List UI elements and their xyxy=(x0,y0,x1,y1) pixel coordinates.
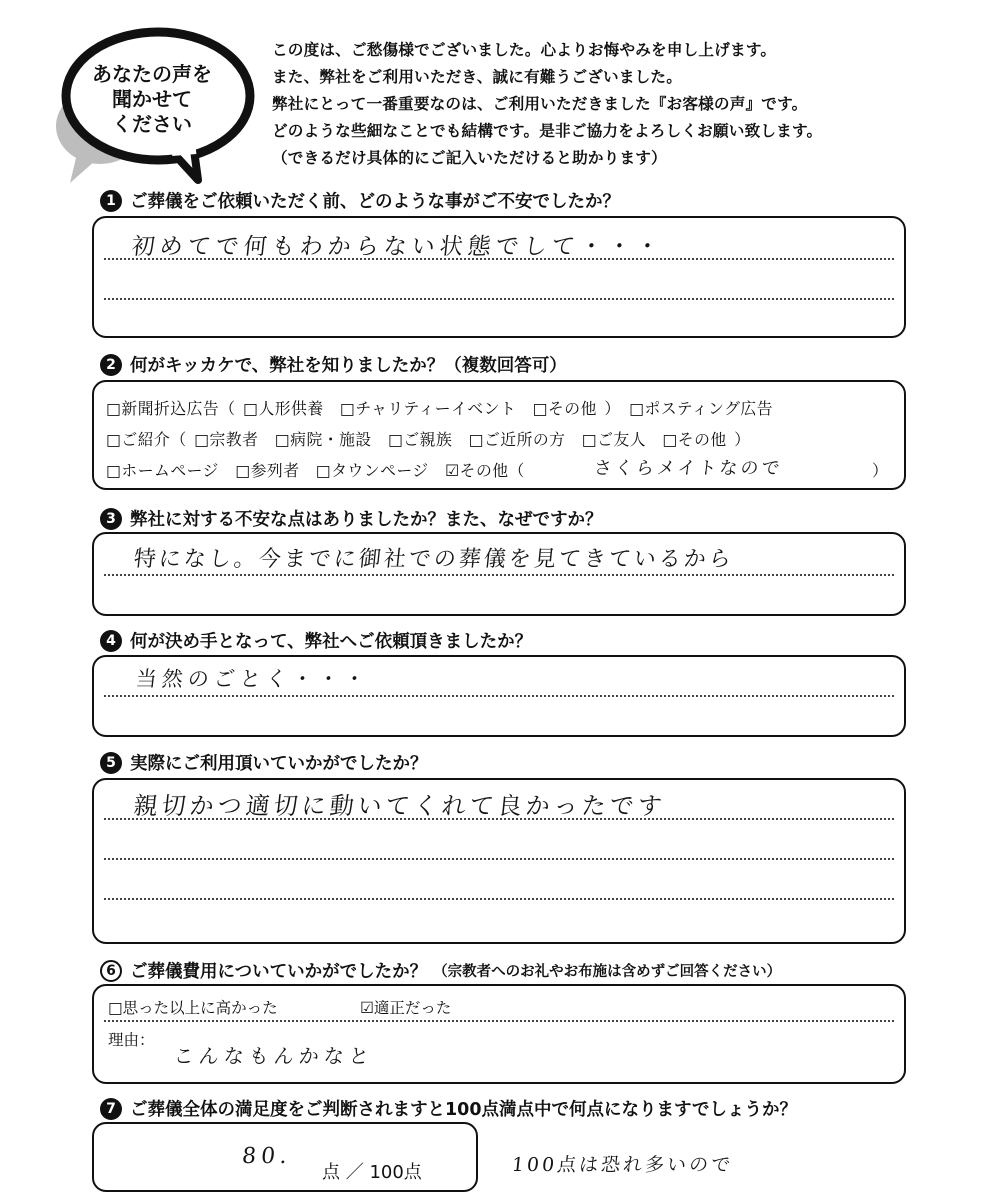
handwritten-score-comment: 100点は恐れ多いので xyxy=(510,1154,735,1176)
score-unit: 点 ／ 100点 xyxy=(322,1162,422,1183)
question-7-heading xyxy=(100,1096,797,1121)
handwritten-answer: 当然のごとく・・・ xyxy=(134,667,372,691)
question-5-heading xyxy=(100,750,428,775)
question-2-heading xyxy=(100,352,567,377)
question-number-badge: 4 xyxy=(100,630,122,652)
intro-line: どのような些細なことでも結構です。是非ご協力をよろしくお願い致します。 xyxy=(272,122,823,140)
score-box[interactable] xyxy=(92,1122,478,1192)
question-4-answer-box[interactable] xyxy=(92,655,906,737)
answer-line xyxy=(104,1020,894,1022)
handwritten-reason: こんなもんかなと xyxy=(172,1044,376,1068)
option-too-expensive[interactable]: □思った以上に高かった xyxy=(108,999,278,1017)
checkbox-option-row[interactable]: □ご紹介（ □宗教者 □病院・施設 □ご親族 □ご近所の方 □ご友人 □その他 ） xyxy=(106,430,751,449)
bubble-title xyxy=(72,62,232,137)
close-paren: ） xyxy=(872,461,889,480)
question-1-answer-box[interactable] xyxy=(92,216,906,338)
question-note: （宗教者へのお礼やお布施は含めずご回答ください） xyxy=(433,964,782,980)
handwritten-answer: 親切かつ適切に動いてくれて良かったです xyxy=(132,792,668,820)
question-text: 何が決め手となって、弊社へご依頼頂きましたか？ xyxy=(130,632,533,652)
question-number-badge: 6 xyxy=(100,960,122,982)
question-4-heading xyxy=(100,628,532,653)
question-6-heading xyxy=(100,958,781,983)
question-3-answer-box[interactable] xyxy=(92,532,906,616)
answer-line xyxy=(104,858,894,860)
intro-line: この度は、ご愁傷様でございました。心よりお悔やみを申し上げます。 xyxy=(272,41,777,59)
reason-label: 理由： xyxy=(108,1031,155,1049)
intro-line: （できるだけ具体的にご記入いただけると助かります） xyxy=(272,149,667,167)
bubble-line: 聞かせて xyxy=(112,87,192,111)
question-number-badge: 5 xyxy=(100,752,122,774)
answer-line xyxy=(104,898,894,900)
bubble-line: ください xyxy=(112,112,192,136)
question-5-answer-box[interactable] xyxy=(92,778,906,944)
answer-line xyxy=(104,574,894,576)
question-number-badge: 7 xyxy=(100,1098,122,1120)
question-text: 弊社に対する不安な点はありましたか？また、なぜですか？ xyxy=(130,510,603,530)
option-appropriate[interactable]: ☑適正だった xyxy=(360,999,452,1017)
question-1-heading xyxy=(100,188,620,213)
checkbox-option-row[interactable]: □ホームページ □参列者 □タウンページ ☑その他（ xyxy=(106,461,525,480)
answer-line xyxy=(104,695,894,697)
question-text: ご葬儀費用についていかがでしたか？ xyxy=(130,962,428,982)
handwritten-answer: 初めてで何もわからない状態でして・・・ xyxy=(130,234,666,260)
handwritten-other-answer: さくらメイトなので xyxy=(592,458,784,479)
question-text: 実際にご利用頂いていかがでしたか？ xyxy=(130,754,428,774)
answer-line xyxy=(104,298,894,300)
question-2-options-box[interactable] xyxy=(92,380,906,490)
question-number-badge: 2 xyxy=(100,354,122,376)
bubble-line: あなたの声を xyxy=(92,62,212,86)
intro-line: また、弊社をご利用いただき、誠に有難うございました。 xyxy=(272,68,683,86)
intro-line: 弊社にとって一番重要なのは、ご利用いただきました『お客様の声』です。 xyxy=(272,95,808,113)
handwritten-score: 80. xyxy=(240,1144,294,1169)
question-number-badge: 1 xyxy=(100,190,122,212)
question-text: ご葬儀全体の満足度をご判断されますと100点満点中で何点になりますでしょうか？ xyxy=(130,1100,798,1120)
checkbox-option-row[interactable]: □新聞折込広告（ □人形供養 □チャリティーイベント □その他 ） □ポスティング広告 xyxy=(106,399,774,418)
question-3-heading xyxy=(100,506,603,531)
question-text: 何がキッカケで、弊社を知りましたか？（複数回答可） xyxy=(130,356,567,376)
handwritten-answer: 特になし。今までに御社での葬儀を見てきているから xyxy=(132,547,736,572)
question-number-badge: 3 xyxy=(100,508,122,530)
question-6-answer-box[interactable] xyxy=(92,984,906,1084)
question-text: ご葬儀をご依頼いただく前、どのような事がご不安でしたか？ xyxy=(130,192,620,212)
